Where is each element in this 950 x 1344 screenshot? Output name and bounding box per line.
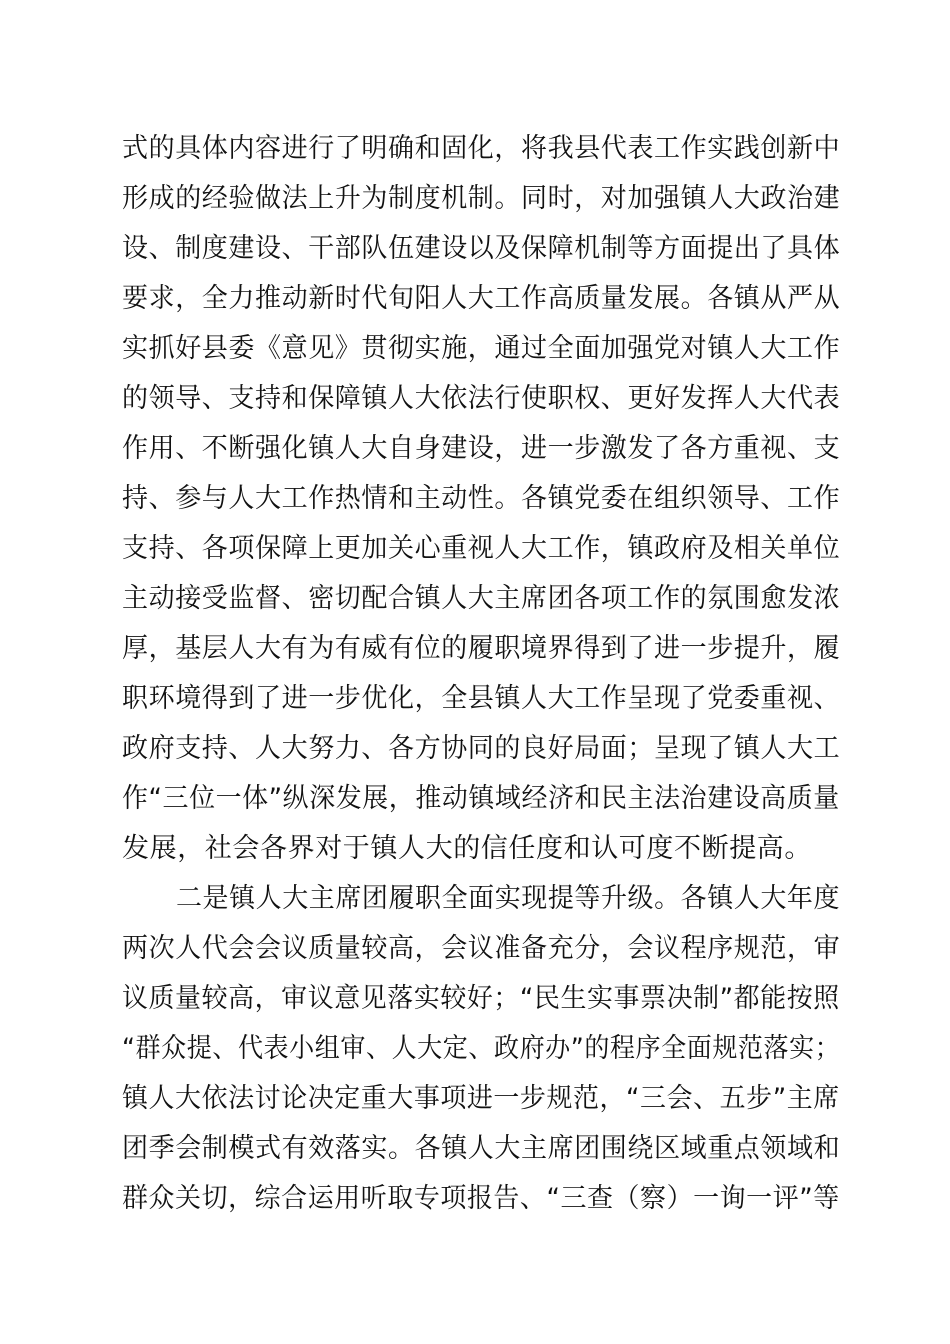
text-line: 要求，全力推动新时代旬阳人大工作高质量发展。各镇从严从 <box>122 283 841 314</box>
text-line: 作用、不断强化镇人大自身建设，进一步激发了各方重视、支 <box>122 433 841 464</box>
text-line: 议质量较高，审议意见落实较好；“民生实事票决制”都能按照 <box>122 983 840 1014</box>
text-line: 作“三位一体”纵深发展，推动镇域经济和民主法治建设高质量 <box>122 783 840 814</box>
text-line: “群众提、代表小组审、人大定、政府办”的程序全面规范落实； <box>122 1033 841 1064</box>
text-line: 职环境得到了进一步优化，全县镇人大工作呈现了党委重视、 <box>122 683 841 714</box>
text-line: 支持、各项保障上更加关心重视人大工作，镇政府及相关单位 <box>122 533 841 564</box>
text-line: 式的具体内容进行了明确和固化，将我县代表工作实践创新中 <box>122 133 841 164</box>
text-line: 厚，基层人大有为有威有位的履职境界得到了进一步提升，履 <box>122 633 841 664</box>
text-line: 设、制度建设、干部队伍建设以及保障机制等方面提出了具体 <box>122 233 841 264</box>
text-line: 的领导、支持和保障镇人大依法行使职权、更好发挥人大代表 <box>122 383 841 414</box>
text-line: 群众关切，综合运用听取专项报告、“三查（察）一询一评”等 <box>122 1183 840 1214</box>
text-line: 两次人代会会议质量较高，会议准备充分，会议程序规范，审 <box>122 933 841 964</box>
text-line: 主动接受监督、密切配合镇人大主席团各项工作的氛围愈发浓 <box>122 583 841 614</box>
text-line: 镇人大依法讨论决定重大事项进一步规范，“三会、五步”主席 <box>122 1083 840 1114</box>
text-line: 政府支持、人大努力、各方协同的良好局面；呈现了镇人大工 <box>122 733 841 764</box>
paragraph-first-line: 二是镇人大主席团履职全面实现提等升级。各镇人大年度 <box>176 883 840 914</box>
text-line: 团季会制模式有效落实。各镇人大主席团围绕区域重点领域和 <box>122 1133 841 1164</box>
text-line: 持、参与人大工作热情和主动性。各镇党委在组织领导、工作 <box>122 483 841 514</box>
text-line: 形成的经验做法上升为制度机制。同时，对加强镇人大政治建 <box>122 183 841 214</box>
text-line: 实抓好县委《意见》贯彻实施，通过全面加强党对镇人大工作 <box>122 333 841 364</box>
text-line: 发展，社会各界对于镇人大的信任度和认可度不断提高。 <box>122 833 812 864</box>
